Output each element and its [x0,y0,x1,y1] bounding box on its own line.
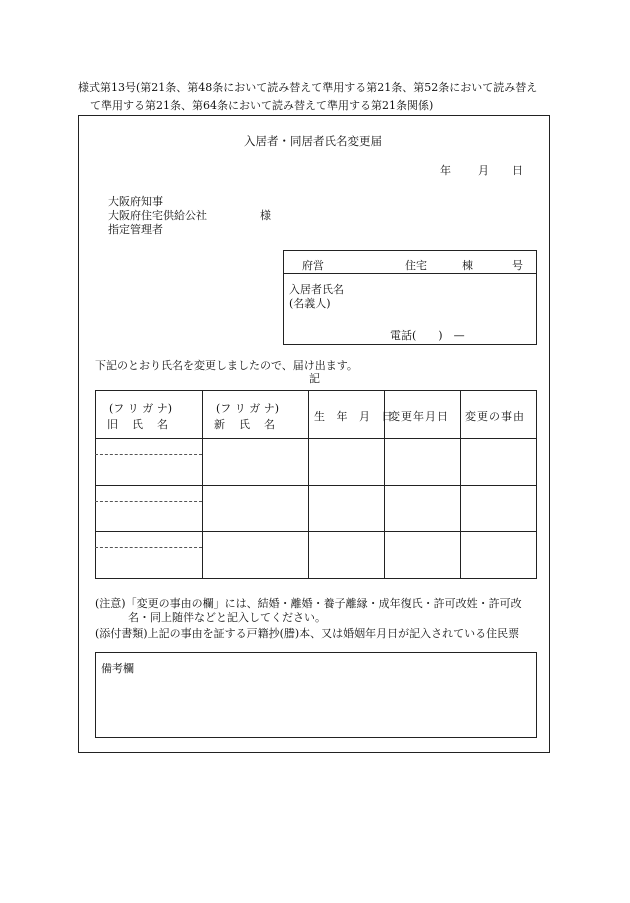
table-row-divider [95,485,537,486]
addressee-designated-manager: 指定管理者 [108,223,163,236]
form-number-line-1: 様式第13号(第21条、第48条において読み替えて準用する第21条、第52条において読み替え [78,81,538,94]
new-name-kana-header: (フ リ ガ ナ) [216,402,280,415]
table-header-divider [95,438,537,439]
room-number-field[interactable]: 号 [512,259,523,272]
old-name-kana-header: (フ リ ガ ナ) [109,402,173,415]
honorific: 様 [260,209,271,222]
date-day-label[interactable]: 日 [512,164,523,177]
phone-field[interactable]: 電話( ) — [390,329,465,342]
date-year-label[interactable]: 年 [440,164,451,177]
form-title: 入居者・同居者氏名変更届 [244,134,382,148]
addressee-housing-corp: 大阪府住宅供給公社 [108,209,207,222]
old-name-header: 旧氏名 [107,418,182,431]
new-name-header: 新氏名 [214,418,289,431]
resident-name-field[interactable]: 入居者氏名 [289,283,344,296]
change-date-header: 変更年月日 [389,410,449,423]
table-row-divider [95,531,537,532]
remarks-label: 備考欄 [101,662,134,675]
info-box-divider [283,273,537,274]
form-number-line-2: て準用する第21条、第64条において読み替えて準用する第21条関係) [90,99,434,112]
addressee-governor: 大阪府知事 [108,195,163,208]
notice-text: 下記のとおり氏名を変更しましたので、届け出ます。 [95,359,358,372]
note-line-2: 名・同上随伴などと記入してください。 [128,611,326,624]
change-reason-header: 変更の事由 [465,410,525,423]
birthdate-header: 生 年 月 日 [314,410,397,423]
kana-row-divider [95,454,202,455]
kana-row-divider [95,501,202,502]
attachment-note: (添付書類)上記の事由を証する戸籍抄(謄)本、又は婚姻年月日が記入されている住民票 [95,627,520,640]
housing-field[interactable]: 住宅 [405,259,427,272]
prefectural-label: 府営 [302,259,324,272]
kana-row-divider [95,547,202,548]
remarks-box[interactable] [95,652,537,738]
ki-heading: 記 [309,372,320,385]
building-field[interactable]: 棟 [462,259,473,272]
nominee-label: (名義人) [289,297,331,310]
date-month-label[interactable]: 月 [478,164,489,177]
note-line-1: (注意)「変更の事由の欄」には、結婚・離婚・養子離縁・成年復氏・許可改姓・許可改 [95,597,522,610]
